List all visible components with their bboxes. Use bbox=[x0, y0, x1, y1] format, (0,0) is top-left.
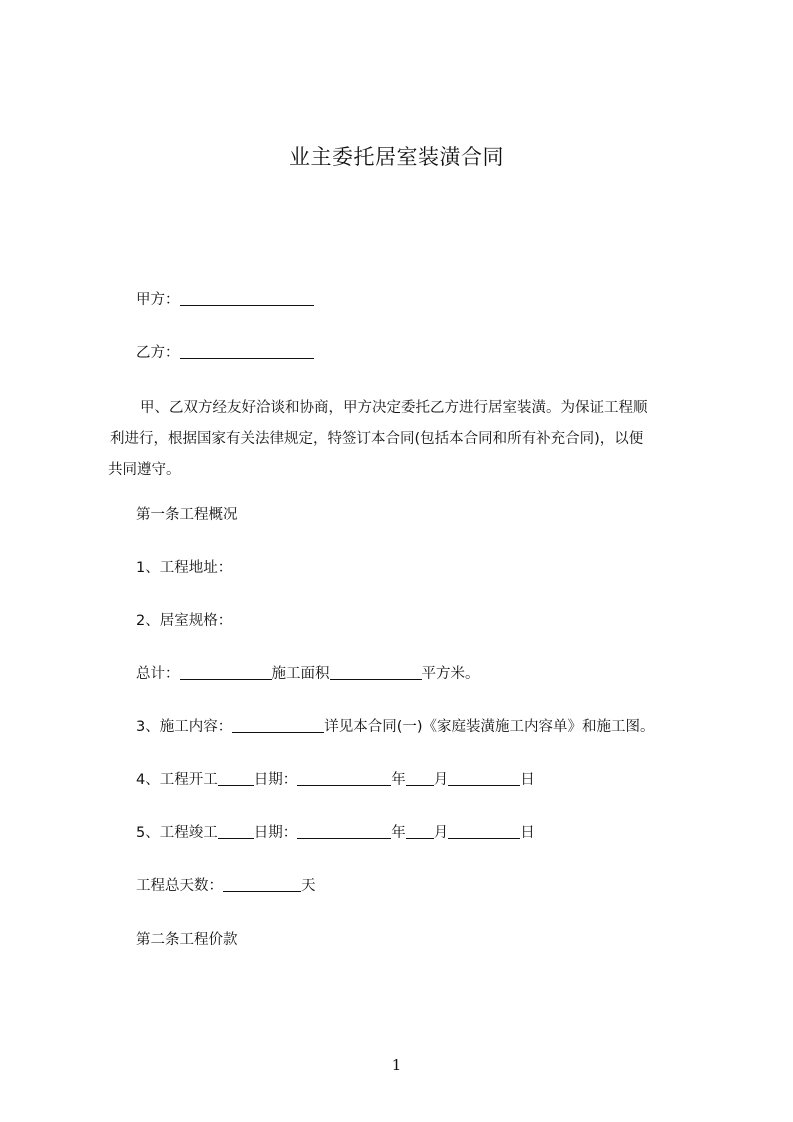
days-unit-label: 天 bbox=[301, 878, 316, 894]
start-blank[interactable] bbox=[218, 770, 254, 786]
party-b-label: 乙方： bbox=[136, 345, 180, 361]
construction-area-blank[interactable] bbox=[330, 664, 422, 680]
construction-area-label: 施工面积 bbox=[271, 666, 330, 682]
total-days-line bbox=[136, 875, 316, 897]
article-2-heading: 第二条工程价款 bbox=[136, 932, 238, 948]
room-spec-line: 2、居室规格： bbox=[136, 613, 233, 629]
intro-paragraph bbox=[108, 393, 708, 486]
completion-blank[interactable] bbox=[218, 823, 254, 839]
total-label: 总计： bbox=[136, 666, 180, 682]
total-blank[interactable] bbox=[180, 664, 272, 680]
start-day-blank[interactable] bbox=[448, 770, 520, 786]
project-address-line: 1、工程地址： bbox=[136, 560, 233, 576]
start-year-label: 年 bbox=[391, 772, 406, 788]
construction-content-detail: 详见本合同(一)《家庭装潢施工内容单》和施工图。 bbox=[324, 719, 655, 735]
completion-year-label: 年 bbox=[391, 825, 406, 841]
party-a-label: 甲方： bbox=[136, 292, 180, 308]
start-month-label: 月 bbox=[433, 772, 449, 788]
construction-content-label: 3、施工内容： bbox=[136, 719, 233, 735]
start-date-line bbox=[136, 769, 535, 791]
start-month-blank[interactable] bbox=[406, 770, 434, 786]
party-b-line bbox=[136, 342, 314, 364]
completion-date-label: 日期： bbox=[253, 825, 298, 841]
page-number: 1 bbox=[391, 1056, 402, 1074]
construction-content-blank[interactable] bbox=[232, 717, 324, 733]
start-date-label: 日期： bbox=[253, 772, 298, 788]
intro-line-2: 利进行，根据国家有关法律规定，特签订本合同(包括本合同和所有补充合同)，以便 bbox=[110, 431, 644, 447]
start-day-label: 日 bbox=[520, 772, 535, 788]
completion-date-line bbox=[136, 822, 535, 844]
start-year-blank[interactable] bbox=[297, 770, 391, 786]
party-b-blank[interactable] bbox=[180, 343, 314, 359]
total-area-line bbox=[136, 663, 480, 685]
article-1-heading: 第一条工程概况 bbox=[136, 507, 238, 523]
construction-content-line bbox=[136, 716, 655, 738]
completion-day-blank[interactable] bbox=[448, 823, 520, 839]
intro-line-1: 甲、乙双方经友好洽谈和协商，甲方决定委托乙方进行居室装潢。为保证工程顺 bbox=[140, 400, 648, 416]
party-a-line bbox=[136, 289, 314, 311]
completion-month-blank[interactable] bbox=[406, 823, 434, 839]
total-days-label: 工程总天数： bbox=[136, 878, 223, 894]
total-days-blank[interactable] bbox=[223, 876, 301, 892]
document-title: 业主委托居室装潢合同 bbox=[289, 145, 504, 169]
completion-day-label: 日 bbox=[520, 825, 535, 841]
completion-label: 5、工程竣工 bbox=[136, 825, 218, 841]
start-label: 4、工程开工 bbox=[136, 772, 218, 788]
completion-year-blank[interactable] bbox=[297, 823, 391, 839]
party-a-blank[interactable] bbox=[180, 290, 314, 306]
square-meter-label: 平方米。 bbox=[421, 666, 480, 682]
intro-line-3: 共同遵守。 bbox=[108, 462, 181, 478]
completion-month-label: 月 bbox=[433, 825, 449, 841]
